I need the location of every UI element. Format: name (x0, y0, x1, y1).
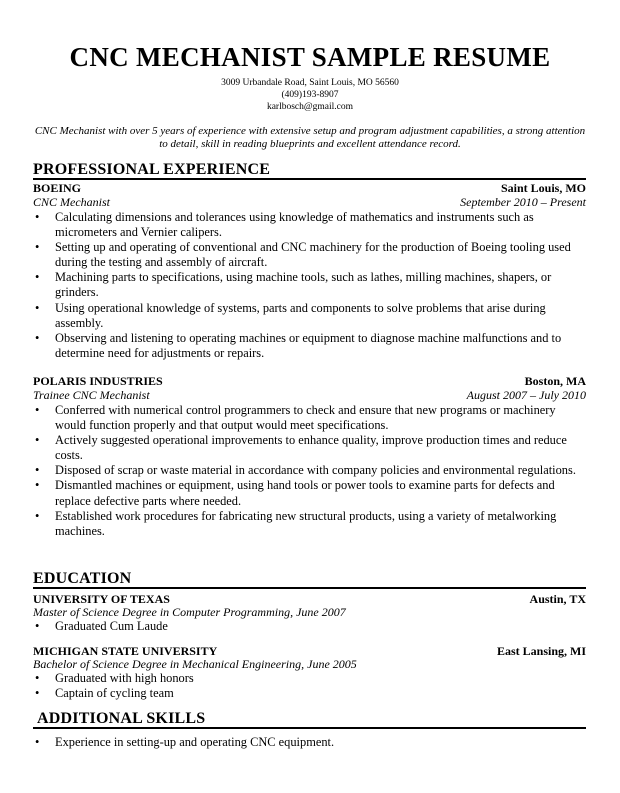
list-item: • Using operational knowledge of systems, parts and components to solve problems that arise during assembly. (33, 301, 586, 331)
job-dates: September 2010 – Present (460, 195, 586, 209)
school-location: East Lansing, MI (496, 644, 586, 658)
list-item: • Actively suggested operational improvements to enhance quality, improve production times and reduce costs. (33, 433, 586, 463)
summary-text: CNC Mechanist with over 5 years of experience with extensive setup and program adjustment capabilities, a strong attention to detail, skill in reading blueprints and excellent attendance record. (34, 125, 586, 150)
list-item: • Setting up and operating of conventional and CNC machinery for the production of Boeing tooling used during the testing and assembly of aircraft. (33, 240, 586, 270)
job-role: CNC Mechanist (33, 195, 110, 209)
school-degree: Master of Science Degree in Computer Programming, June 2007 (33, 605, 346, 619)
job-subheader (33, 388, 586, 402)
resume-title: CNC MECHANIST SAMPLE RESUME (69, 42, 551, 72)
list-item: • Graduated Cum Laude (33, 619, 586, 634)
list-item: • Disposed of scrap or waste material in accordance with company policies and environmental regulations. (33, 463, 586, 478)
school-bullet-list (33, 671, 586, 701)
job-company: POLARIS INDUSTRIES (33, 374, 163, 388)
job-dates: August 2007 – July 2010 (466, 388, 586, 402)
contact-email: karlbosch@gmail.com (266, 102, 354, 112)
experience-divider (33, 178, 586, 180)
school-degree-row (33, 657, 586, 671)
skills-heading: ADDITIONAL SKILLS (37, 710, 206, 727)
list-item: • Established work procedures for fabricating new structural products, using a variety of metalworking machines. (33, 509, 586, 539)
education-heading: EDUCATION (33, 570, 132, 587)
contact-address: 3009 Urbandale Road, Saint Louis, MO 56560 (221, 78, 399, 88)
school-degree: Bachelor of Science Degree in Mechanical Engineering, June 2005 (33, 657, 357, 671)
experience-heading: PROFESSIONAL EXPERIENCE (33, 161, 271, 178)
job-header (33, 181, 586, 195)
list-item: • Calculating dimensions and tolerances using knowledge of mathematics and instruments such as micrometers and Vernier calipers. (33, 210, 586, 240)
skills-divider (33, 727, 586, 729)
list-item: • Captain of cycling team (33, 686, 586, 701)
job-header (33, 374, 586, 388)
school-degree-row (33, 605, 586, 619)
education-divider (33, 587, 586, 589)
school-header (33, 644, 586, 658)
list-item: • Machining parts to specifications, using machine tools, such as lathes, milling machines, shapers, or grinders. (33, 270, 586, 300)
list-item: • Observing and listening to operating machines or equipment to diagnose machine malfunctions and to determine need for adjustments or repairs. (33, 331, 586, 361)
job-bullet-list (33, 403, 586, 539)
contact-phone: (409)193-8907 (281, 90, 339, 100)
school-name: MICHIGAN STATE UNIVERSITY (33, 644, 218, 658)
school-location: Austin, TX (529, 592, 586, 606)
skills-bullet-list (33, 735, 586, 750)
school-bullet-list (33, 619, 586, 634)
job-location: Saint Louis, MO (500, 181, 586, 195)
school-name: UNIVERSITY OF TEXAS (33, 592, 170, 606)
job-subheader (33, 195, 586, 209)
list-item: • Dismantled machines or equipment, using hand tools or power tools to examine parts for defects and replace defective parts where needed. (33, 478, 586, 508)
list-item: • Conferred with numerical control programmers to check and ensure that new programs or machinery would function properly and that output would meet specifications. (33, 403, 586, 433)
job-bullet-list (33, 210, 586, 361)
job-location: Boston, MA (524, 374, 586, 388)
job-company: BOEING (33, 181, 82, 195)
list-item: • Graduated with high honors (33, 671, 586, 686)
job-role: Trainee CNC Mechanist (33, 388, 150, 402)
school-header (33, 592, 586, 606)
list-item: • Experience in setting-up and operating CNC equipment. (33, 735, 586, 750)
